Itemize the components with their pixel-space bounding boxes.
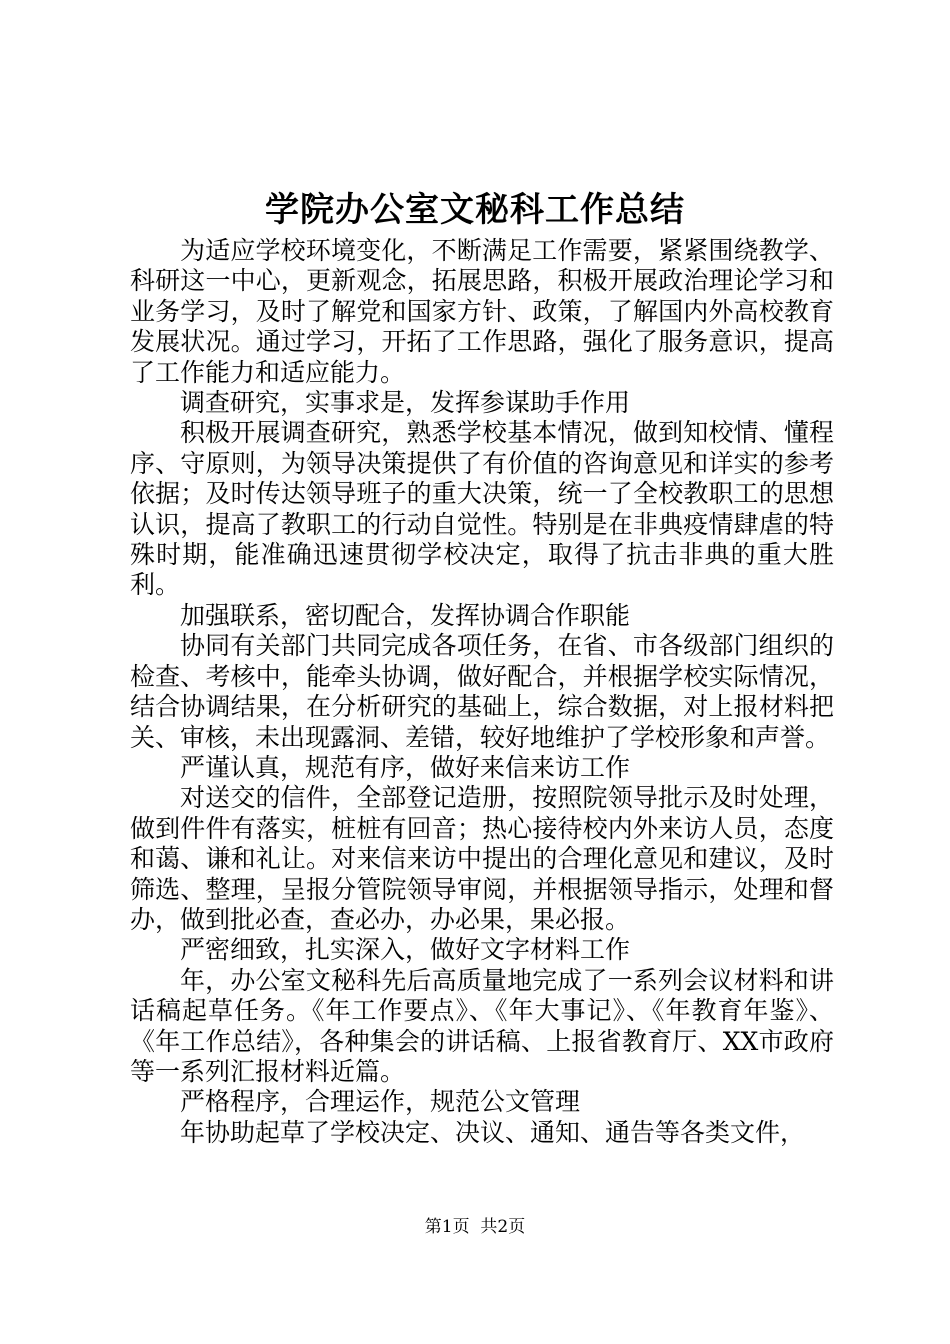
section-heading-letters-visits: 严谨认真，规范有序，做好来信来访工作 bbox=[180, 752, 631, 782]
page-title: 学院办公室文秘科工作总结 bbox=[265, 190, 685, 230]
paragraph-letters-visits: 对送交的信件，全部登记造册，按照院领导批示及时处理，做到件件有落实，桩桩有回音；热心接待校内外来访人员，态度和蔼、谦和礼让。对来信来访中提出的合理化意见和建议，及时筛选、整理，呈报分管院领导审阅，并根据领导指示，处理和督办，做到批必查，查必办，办必果，果必报。 bbox=[130, 783, 834, 934]
document-body bbox=[130, 236, 834, 1148]
paragraph-coordination: 协同有关部门共同完成各项任务，在省、市各级部门组织的检查、考核中，能牵头协调，做好配合，并根据学校实际情况，结合协调结果，在分析研究的基础上，综合数据，对上报材料把关、审核，未出现露洞、差错，较好地维护了学校形象和声誉。 bbox=[130, 631, 834, 752]
page-number: 第1页 bbox=[424, 1217, 470, 1237]
paragraph-intro: 为适应学校环境变化，不断满足工作需要，紧紧围绕教学、科研这一中心，更新观念，拓展思路，积极开展政治理论学习和业务学习，及时了解党和国家方针、政策，了解国内外高校教育发展状况。通过学习，开拓了工作思路，强化了服务意识，提高了工作能力和适应能力。 bbox=[130, 236, 834, 387]
paragraph-written-materials: 年，办公室文秘科先后高质量地完成了一系列会议材料和讲话稿起草任务。《年工作要点》、《年大事记》、《年教育年鉴》、《年工作总结》，各种集会的讲话稿、上报省教育厅、XX市政府等一系列汇报材料近篇。 bbox=[130, 965, 834, 1086]
section-heading-document-management: 严格程序，合理运作，规范公文管理 bbox=[180, 1087, 581, 1117]
paragraph-document-management: 年协助起草了学校决定、决议、通知、通告等各类文件， bbox=[180, 1117, 806, 1147]
paragraph-research: 积极开展调查研究，熟悉学校基本情况，做到知校情、懂程序、守原则，为领导决策提供了有价值的咨询意见和详实的参考依据；及时传达领导班子的重大决策，统一了全校教职工的思想认识，提高了教职工的行动自觉性。特别是在非典疫情肆虐的特殊时期，能准确迅速贯彻学校决定，取得了抗击非典的重大胜利。 bbox=[130, 418, 834, 600]
footer-separator bbox=[470, 1217, 481, 1237]
page-footer bbox=[0, 1216, 950, 1238]
page-total: 共2页 bbox=[480, 1217, 526, 1237]
section-heading-written-materials: 严密细致，扎实深入，做好文字材料工作 bbox=[180, 935, 631, 965]
section-heading-coordination: 加强联系，密切配合，发挥协调合作职能 bbox=[180, 600, 631, 630]
section-heading-research: 调查研究，实事求是，发挥参谋助手作用 bbox=[180, 388, 631, 418]
